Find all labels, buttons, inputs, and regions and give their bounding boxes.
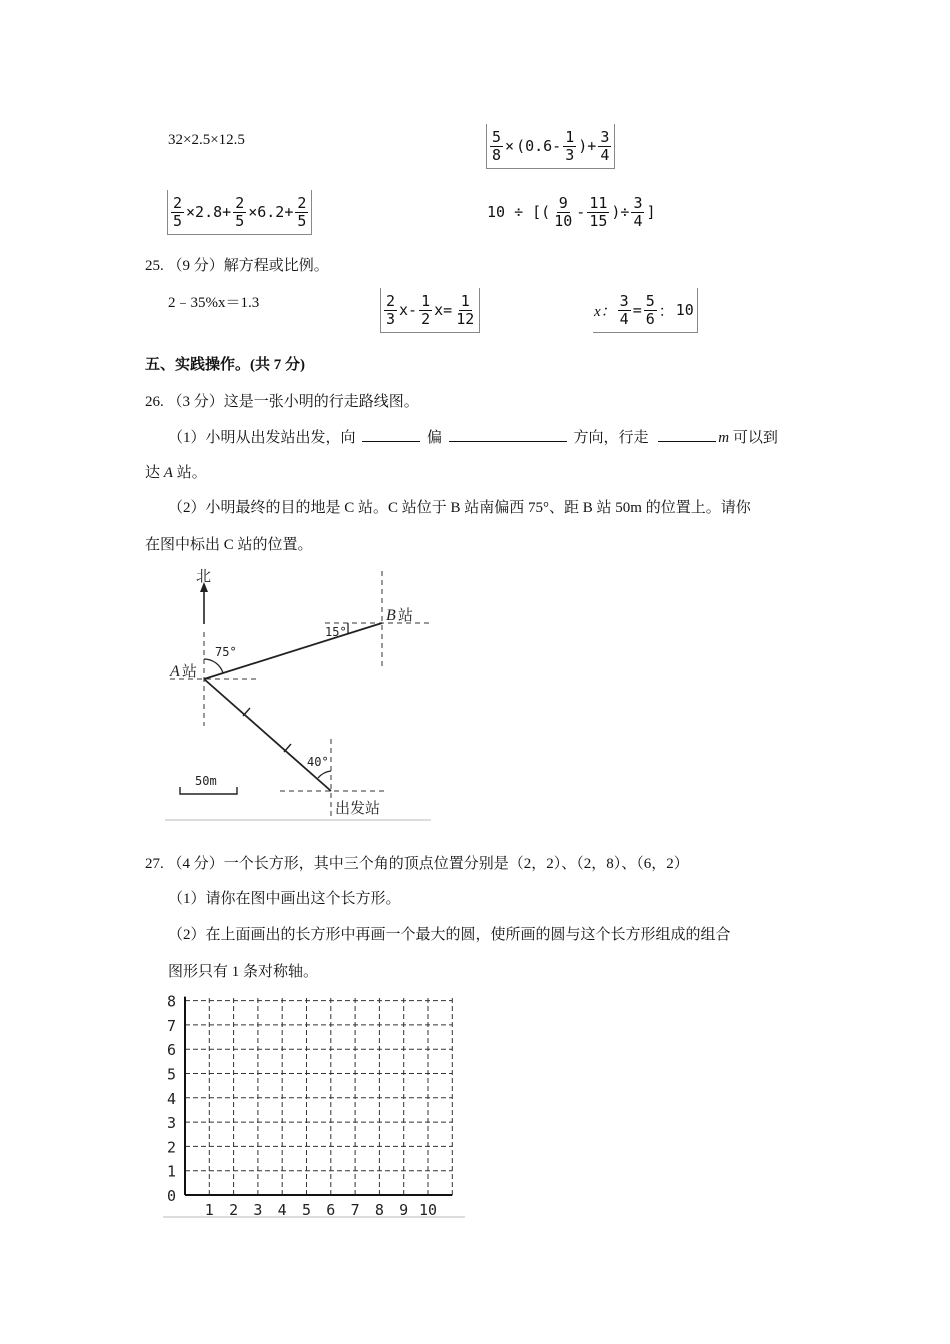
q25-title: 25. （9 分）解方程或比例。 — [145, 258, 329, 274]
calc-expr-3: $\frac{2}{5}$ ×2.8+ $\frac{2}{5}$ ×6.2+ $\frac{2}{5}$ — [167, 190, 312, 235]
y-axis-label: 7 — [167, 1016, 177, 1035]
x-axis-label: 4 — [277, 1201, 287, 1218]
a-station-char: 站 — [182, 662, 198, 680]
fraction: $\frac{2}{5}$ — [173, 193, 183, 230]
q25-equation-2: $\frac{2}{3}$ x- $\frac{1}{2}$ x= $\frac{1}{12}$ — [380, 288, 480, 333]
x-axis-label: 1 — [204, 1201, 214, 1218]
q27-part2-line2: 图形只有 1 条对称轴。 — [168, 964, 319, 980]
calc-expr-1: 32×2.5×12.5 — [168, 132, 245, 148]
q26-part1-cont: 达 A 站。 — [145, 465, 207, 481]
calc-expr-4: 10 ÷ [( $\frac{9}{10}$ - $\frac{11}{15}$ )÷ $\frac{3}{4}$ ] — [487, 193, 656, 230]
y-axis-label: 3 — [167, 1114, 177, 1133]
fraction: $\frac{1}{3}$ — [565, 127, 575, 164]
q27-title: 27. （4 分）一个长方形，其中三个角的顶点位置分别是（2，2）、（2，8）、（6，2） — [145, 856, 689, 872]
fraction: $\frac{9}{10}$ — [554, 193, 573, 230]
route-tick — [243, 708, 250, 716]
fraction: $\frac{2}{3}$ — [386, 291, 396, 328]
q26-part2-line2: 在图中标出 C 站的位置。 — [145, 537, 313, 553]
angle-arc-start — [318, 771, 331, 778]
x-axis-label: 9 — [399, 1201, 409, 1218]
x-axis-label: 10 — [418, 1201, 438, 1218]
x-axis-label: 2 — [229, 1201, 239, 1218]
fraction: $\frac{3}{4}$ — [633, 193, 643, 230]
q26-part2-line1: （2）小明最终的目的地是 C 站。C 站位于 B 站南偏西 75°、距 B 站 50m 的位置上。请你 — [168, 500, 751, 516]
q27-part2-line1: （2）在上面画出的长方形中再画一个最大的圆，使所画的圆与这个长方形组成的组合 — [168, 927, 731, 943]
y-axis-label: 1 — [167, 1162, 177, 1181]
y-axis-label: 2 — [167, 1138, 177, 1157]
y-axis-label: 5 — [167, 1065, 177, 1084]
y-axis-label: 4 — [167, 1089, 177, 1108]
coordinate-grid[interactable] — [163, 992, 465, 1218]
angle-label-a: 75° — [215, 645, 237, 659]
q26-part1: （1）小明从出发站出发，向 偏 方向，行走 m 可以到 — [168, 427, 778, 448]
fraction: $\frac{1}{2}$ — [421, 291, 431, 328]
x-axis-label: 5 — [301, 1201, 312, 1218]
y-axis-label: 0 — [167, 1187, 177, 1205]
fraction: $\frac{5}{6}$ — [645, 291, 655, 328]
fraction: $\frac{5}{8}$ — [492, 127, 502, 164]
angle-label-start: 40° — [307, 755, 329, 769]
start-station-label: 出发站 — [335, 799, 381, 817]
fraction: $\frac{2}{5}$ — [235, 193, 245, 230]
answer-blank-direction-2[interactable] — [449, 427, 567, 442]
fraction: $\frac{11}{15}$ — [589, 193, 608, 230]
fraction: $\frac{2}{5}$ — [297, 193, 307, 230]
x-axis-label: 7 — [350, 1201, 360, 1218]
scale-label: 50m — [195, 774, 217, 788]
answer-blank-direction-1[interactable] — [362, 427, 420, 442]
y-axis-label: 8 — [167, 992, 177, 1011]
route-tick — [284, 744, 291, 752]
x-axis-label: 3 — [253, 1201, 263, 1218]
route-map — [165, 566, 431, 821]
fraction: $\frac{1}{12}$ — [456, 291, 475, 328]
x-axis-label: 6 — [326, 1201, 336, 1218]
q27-part1: （1）请你在图中画出这个长方形。 — [168, 891, 401, 907]
calc-expr-2: $\frac{5}{8}$ × (0.6- $\frac{1}{3}$ )+ $\frac{3}{4}$ — [486, 124, 615, 169]
angle-label-b: 15° — [325, 625, 347, 639]
answer-blank-distance[interactable] — [658, 427, 716, 442]
x-axis-label: 8 — [374, 1201, 384, 1218]
y-axis-label: 6 — [167, 1041, 177, 1060]
q26-title: 26. （3 分）这是一张小明的行走路线图。 — [145, 394, 419, 410]
scale-bar — [180, 787, 237, 794]
north-label: 北 — [196, 567, 212, 585]
section-5-heading: 五、实践操作。(共 7 分) — [145, 357, 305, 373]
fraction: $\frac{3}{4}$ — [619, 291, 629, 328]
q25-equation-3: x： $\frac{3}{4}$ = $\frac{5}{6}$ ： 10 — [593, 288, 698, 333]
q25-equation-1: 2﹣35%x＝1.3 — [168, 295, 260, 311]
a-station-letter: A — [170, 663, 180, 680]
angle-arc-a — [204, 659, 223, 673]
b-station-letter: B — [386, 607, 396, 624]
b-station-char: 站 — [398, 606, 414, 624]
fraction: $\frac{3}{4}$ — [600, 127, 610, 164]
route-start-to-a — [204, 679, 331, 791]
